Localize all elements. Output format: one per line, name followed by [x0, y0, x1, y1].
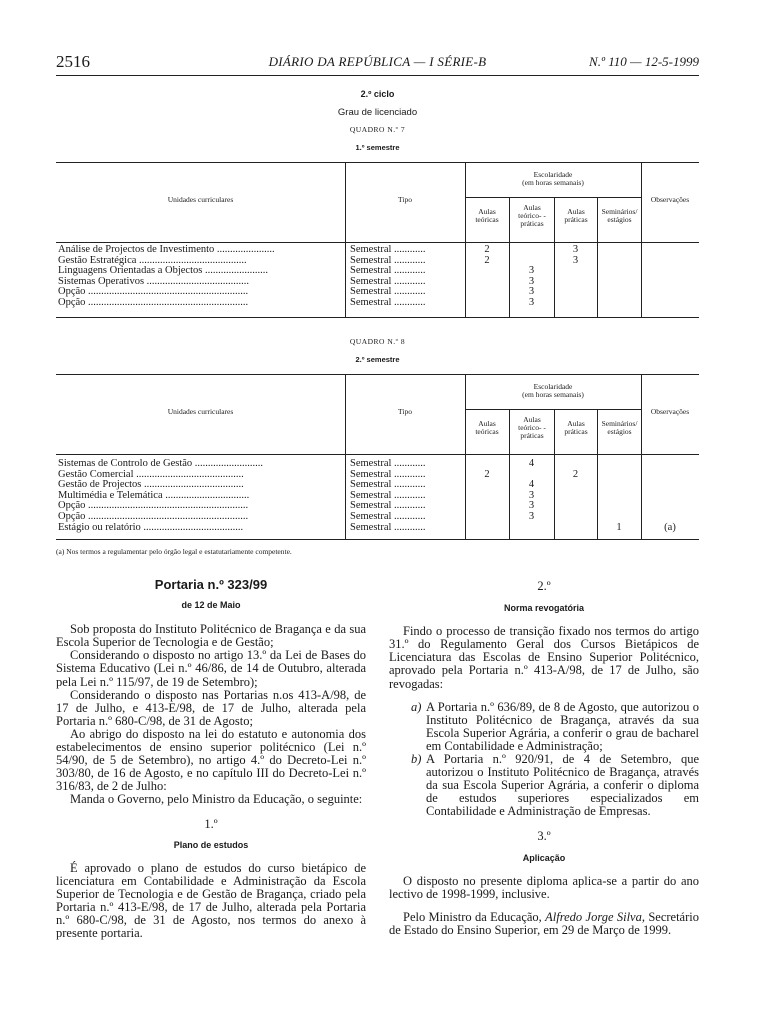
header-observacoes: Observações	[650, 407, 690, 416]
journal-title: DIÁRIO DA REPÚBLICA — I SÉRIE-B	[268, 54, 487, 69]
header-aulas-teorico-praticas: Aulas teórico- -práticas	[518, 415, 546, 440]
table-row	[56, 523, 699, 534]
article-title: Aplicação	[522, 852, 566, 863]
hours-atp: 3	[528, 297, 535, 308]
page-header	[56, 52, 699, 72]
unit-type: Semestral ............	[350, 512, 426, 522]
hours-at: 2	[484, 468, 490, 480]
header-tipo: Tipo	[398, 195, 412, 204]
hours-atp: 3	[528, 489, 535, 501]
hours-atp: 3	[528, 265, 535, 277]
table-row	[56, 491, 699, 502]
hours-atp: 3	[528, 275, 535, 287]
hours-at: 2	[484, 254, 490, 266]
header-horas: (em horas semanais)	[522, 390, 584, 399]
right-column	[389, 580, 699, 937]
hours-atp: 3	[528, 500, 535, 512]
header-escolaridade: Escolaridade	[533, 382, 573, 391]
quadro7-semester: 1.º semestre	[355, 143, 400, 152]
unit-name: Multimédia e Telemática ................................	[58, 490, 250, 501]
unit-type: Semestral ............	[350, 501, 426, 512]
list-item-label: a)	[411, 699, 422, 714]
header-tipo: Tipo	[398, 407, 412, 416]
hours-atp: 4	[528, 479, 535, 491]
hours-se: 1	[616, 521, 622, 533]
header-horas: (em horas semanais)	[522, 178, 584, 187]
hours-obs: (a)	[664, 521, 676, 533]
hours-atp: 3	[528, 511, 535, 522]
table-row	[56, 245, 699, 256]
portaria-date: de 12 de Maio	[181, 600, 241, 611]
table-footnote: (a) Nos termos a regulamentar pelo órgão legal e estatutariamente competente.	[56, 547, 292, 556]
list-item	[389, 753, 699, 818]
header-seminarios: Seminários/ estágios	[601, 419, 638, 436]
unit-type: Semestral ............	[350, 245, 426, 255]
signature-post: Secretário de Estado do Ensino Superior, em 29 de Março de 1999.	[389, 909, 699, 937]
unit-type: Semestral ............	[350, 490, 426, 501]
table-row	[56, 277, 699, 288]
table-row	[56, 480, 699, 491]
header-seminarios: Seminários/ estágios	[601, 207, 638, 224]
ciclo-title: 2.º ciclo	[360, 89, 395, 99]
unit-type: Semestral ............	[350, 298, 426, 308]
table-row	[56, 298, 699, 309]
article-title: Plano de estudos	[173, 839, 249, 850]
unit-type: Semestral ............	[350, 276, 426, 287]
article-number: 2.º	[537, 579, 551, 593]
table-row	[56, 501, 699, 512]
hours-at: 2	[484, 244, 490, 255]
hours-ap: 2	[572, 468, 579, 480]
page-number: 2516	[56, 52, 90, 71]
unit-name: Gestão de Projectos ......................................	[58, 480, 244, 491]
quadro8-semester: 2.º semestre	[355, 355, 400, 364]
unit-name: Gestão Comercial .........................................	[58, 469, 244, 480]
grau-title: Grau de licenciado	[337, 107, 418, 118]
paragraph: É aprovado o plano de estudos do curso bietápico de licenciatura em Contabilidade e Administração da Escola Superior de Tecnologia e de Gestão de Bragança, criado pela Portaria n.º 413-E/98, de 17 de Julho, alterada pela Portaria n.º 680-C/98, de 31 de Agosto, nos termos do anexo à presente portaria.	[56, 860, 366, 941]
unit-name: Análise de Projectos de Investimento ......................	[58, 245, 275, 255]
unit-name: Sistemas Operativos .......................................	[58, 276, 250, 287]
unit-type: Semestral ............	[350, 266, 426, 277]
unit-type: Semestral ............	[350, 287, 426, 298]
table-row	[56, 287, 699, 298]
portaria-title: Portaria n.º 323/99	[154, 577, 268, 592]
unit-name: Linguagens Orientadas a Objectos ........................	[58, 266, 268, 277]
table-row	[56, 512, 699, 523]
paragraph: Considerando o disposto nas Portarias n.os 413-A/98, de 17 de Julho, e 413-E/98, de 17 de Julho, alterada pela Portaria n.º 680-C/98, de 31 de Agosto;	[56, 687, 366, 728]
unit-type: Semestral ............	[350, 480, 426, 491]
paragraph: O disposto no presente diploma aplica-se a partir do ano lectivo de 1998-1999, inclusive.	[389, 873, 699, 901]
table-row	[56, 256, 699, 267]
signature-paragraph	[389, 911, 699, 937]
table-row	[56, 459, 699, 470]
unit-name: Opção .............................................................	[58, 501, 249, 512]
list-item	[389, 701, 699, 753]
unit-type: Semestral ............	[350, 459, 426, 469]
hours-ap: 3	[572, 244, 579, 255]
hours-atp: 3	[528, 286, 535, 298]
issue-date: N.º 110 — 12-5-1999	[589, 54, 699, 69]
header-unidades: Unidades curriculares	[167, 195, 234, 204]
unit-name: Sistemas de Controlo de Gestão ..........................	[58, 459, 264, 469]
list-item-text: A Portaria n.º 920/91, de 4 de Setembro, que autorizou o Instituto Politécnico de Bragança, através da sua Escola Superior Agrária, a conferir o diploma de estudos superiores especializados em Contabilidade e Administração de Empresas.	[426, 752, 699, 819]
paragraph: Ao abrigo do disposto na lei do estatuto e autonomia dos estabelecimentos de ensino superior politécnico (Lei n.º 54/90, de 5 de Setembro), no artigo 4.º do Decreto-Lei n.º 303/80, de 16 de Agosto, e no capítulo III do Decreto-Lei n.º 316/83, de 2 de Julho:	[56, 726, 366, 794]
table-row	[56, 470, 699, 481]
signature-pre: Pelo Ministro da Educação,	[403, 909, 542, 924]
header-observacoes: Observações	[650, 195, 690, 204]
header-aulas-praticas: Aulas práticas	[564, 207, 588, 224]
unit-type: Semestral ............	[350, 255, 426, 266]
unit-type: Semestral ............	[350, 469, 426, 480]
list-item-label: b)	[411, 752, 422, 767]
article-number: 3.º	[537, 828, 551, 843]
unit-name: Opção .............................................................	[58, 512, 249, 522]
header-rule	[56, 75, 699, 76]
quadro7-table	[56, 162, 699, 318]
paragraph: Sob proposta do Instituto Politécnico de Bragança e da sua Escola Superior de Tecnologia e de Gestão;	[56, 622, 366, 650]
unit-name: Gestão Estratégica .........................................	[58, 255, 247, 266]
signature-name: Alfredo Jorge Silva,	[545, 909, 645, 924]
header-unidades: Unidades curriculares	[167, 407, 234, 416]
header-aulas-teoricas: Aulas teóricas	[475, 207, 499, 224]
header-escolaridade: Escolaridade	[533, 170, 573, 179]
hours-ap: 3	[572, 254, 579, 266]
paragraph: Considerando o disposto no artigo 13.º da Lei de Bases do Sistema Educativo (Lei n.º 46/86, de 14 de Outubro, alterada pela Lei n.º 115/97, de 19 de Setembro);	[56, 648, 366, 689]
list-item-text: A Portaria n.º 636/89, de 8 de Agosto, que autorizou o Instituto Politécnico de Bragança, através da sua Escola Superior Agrária, a conferir o grau de bacharel em Contabilidade e Administração;	[426, 699, 699, 753]
article-title: Norma revogatória	[503, 603, 585, 614]
unit-name: Opção .............................................................	[58, 287, 249, 298]
header-aulas-teoricas: Aulas teóricas	[475, 419, 499, 436]
paragraph: Manda o Governo, pelo Ministro da Educação, o seguinte:	[70, 792, 363, 807]
unit-name: Opção .............................................................	[58, 298, 249, 308]
paragraph: Findo o processo de transição fixado nos termos do artigo 31.º do Regulamento Geral dos Cursos Bietápicos de Licenciatura das Escolas de Ensino Superior Politécnico, aprovado pela Portaria n.º 413-A/98, de 17 de Julho, são revogadas:	[389, 624, 699, 691]
header-aulas-teorico-praticas: Aulas teórico- -práticas	[518, 203, 546, 228]
quadro8-table	[56, 374, 699, 540]
table-row	[56, 266, 699, 277]
quadro8-title: QUADRO N.º 8	[349, 337, 406, 346]
article-number: 1.º	[204, 816, 218, 831]
header-aulas-praticas: Aulas práticas	[564, 419, 588, 436]
unit-type: Semestral ............	[350, 522, 426, 533]
quadro7-title: QUADRO N.º 7	[349, 125, 406, 134]
hours-atp: 4	[528, 458, 535, 469]
unit-name: Estágio ou relatório ......................................	[58, 522, 244, 533]
left-column	[56, 578, 366, 940]
